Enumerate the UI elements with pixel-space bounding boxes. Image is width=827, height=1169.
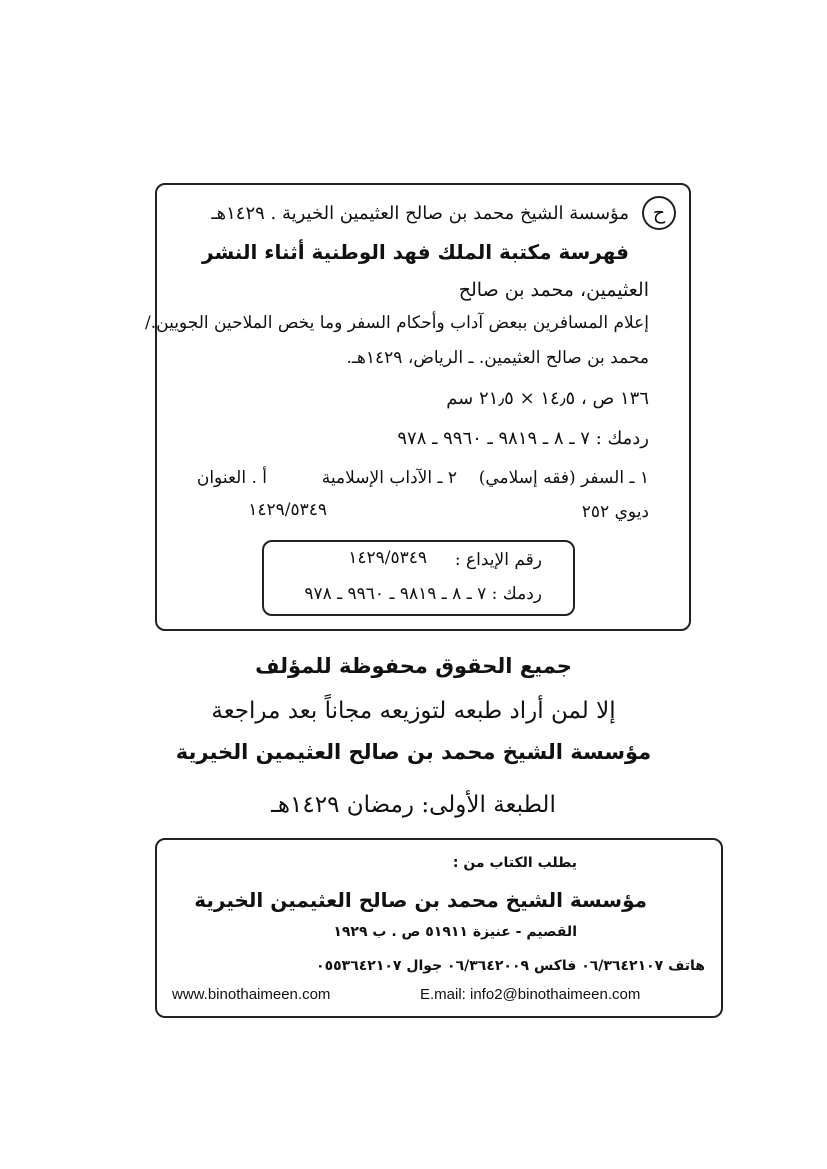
cip-call-number: ١٤٢٩/٥٣٤٩: [248, 500, 327, 520]
cip-subject-2: ٢ ـ الآداب الإسلامية: [321, 468, 457, 488]
rights-exception-line: إلا لمن أراد طبعه لتوزيعه مجاناً بعد مراجعة: [211, 698, 616, 724]
cip-dewey: ديوي ٢٥٢: [581, 502, 649, 522]
deposit-label: رقم الإيداع :: [454, 550, 542, 570]
rights-foundation-line: مؤسسة الشيخ محمد بن صالح العثيمين الخيرية: [175, 740, 652, 764]
deposit-number: ١٤٢٩/٥٣٤٩: [348, 548, 427, 568]
cip-publisher-line: مؤسسة الشيخ محمد بن صالح العثيمين الخيرية . ١٤٢٩هـ: [211, 203, 629, 224]
contact-email-link[interactable]: E.mail: info2@binothaimeen.com: [420, 986, 641, 1003]
cip-isbn: ردمك : ٧ ـ ٨ ـ ٩٨١٩ ـ ٩٩٦٠ ـ ٩٧٨: [397, 428, 649, 449]
cip-author: العثيمين، محمد بن صالح: [458, 279, 649, 301]
contact-website-link[interactable]: www.binothaimeen.com: [172, 986, 331, 1003]
cip-physical-description: ١٣٦ ص ، ١٤٫٥ × ٢١٫٥ سم: [446, 388, 649, 409]
contact-address: القصيم - عنيزة ٥١٩١١ ص . ب ١٩٢٩: [333, 924, 577, 940]
contact-phone-numbers: هاتف ٠٦/٣٦٤٢١٠٧ فاكس ٠٦/٣٦٤٢٠٠٩ جوال ٠٥٥٣٦٤٢١٠٧: [316, 958, 705, 974]
rights-reserved-heading: جميع الحقوق محفوظة للمؤلف: [255, 654, 572, 678]
cip-catalog-title: فهرسة مكتبة الملك فهد الوطنية أثناء النشر: [202, 240, 629, 264]
cip-title-line: إعلام المسافرين ببعض آداب وأحكام السفر وما يخص الملاحين الجويين./: [145, 313, 649, 333]
contact-organization: مؤسسة الشيخ محمد بن صالح العثيمين الخيرية: [194, 888, 647, 912]
cip-subject-3: أ . العنوان: [196, 468, 267, 488]
section-letter-badge: ح: [642, 196, 676, 230]
deposit-isbn: ردمك : ٧ ـ ٨ ـ ٩٨١٩ ـ ٩٩٦٠ ـ ٩٧٨: [304, 584, 542, 604]
cip-subject-1: ١ ـ السفر (فقه إسلامي): [478, 468, 649, 488]
edition-line: الطبعة الأولى: رمضان ١٤٢٩هـ: [271, 792, 556, 818]
contact-request-label: يطلب الكتاب من :: [452, 855, 577, 871]
cip-imprint-line: محمد بن صالح العثيمين. ـ الرياض، ١٤٢٩هـ.: [346, 348, 649, 368]
